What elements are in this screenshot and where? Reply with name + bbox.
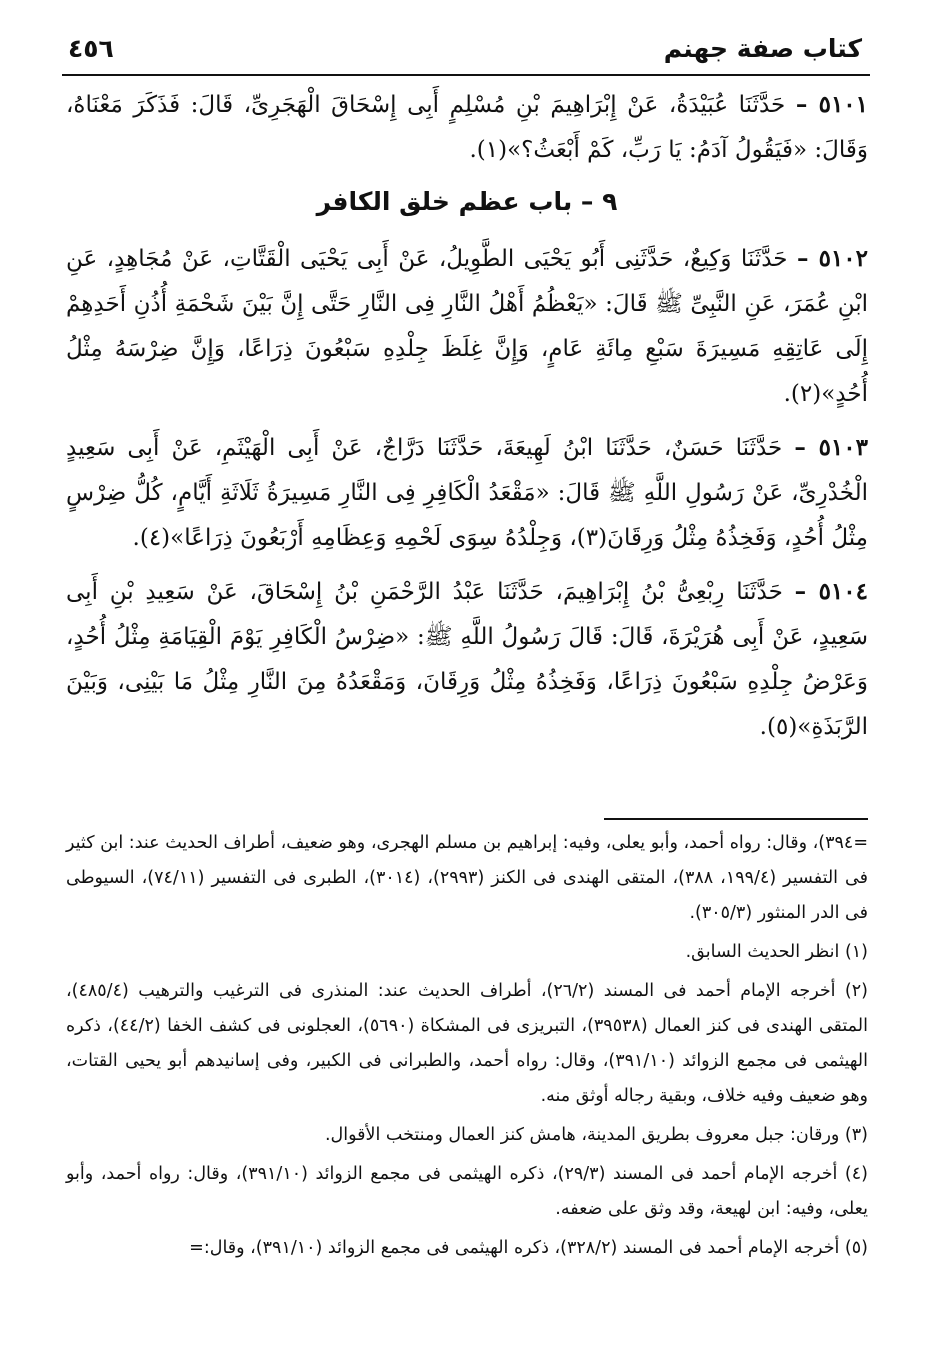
footnote-2: (٢) أخرجه الإمام أحمد فى المسند (٢٦/٢)، أطراف الحديث عند: المنذرى فى الترغيب والترهيب (٤٨٥/٤)، المتقى الهندى فى كنز العمال (٣٩٥٣٨)، التبريزى فى المشكاة (٥٦٩٠)، العجلونى فى كشف الخفا (٤٤/٢)، ذكره الهيثمى فى مجمع الزوائد (٣٩١/١٠)، وقال: رواه أحمد، والطبرانى فى الكبير، وفى إسانيدهم أبو يحيى القتات، وهو ضعيف وفيه خلاف، وبقية رجاله أوثق منه. — [66, 981, 868, 1106]
footnotes — [66, 826, 868, 1270]
header-rule — [62, 74, 870, 76]
hadith-5104 — [66, 569, 868, 750]
hadith-5101 — [66, 82, 868, 173]
hadith-number: ٥١٠١ – — [795, 91, 869, 118]
hadith-number: ٥١٠٢ – — [796, 245, 868, 272]
footnote-1: (١) انظر الحديث السابق. — [685, 942, 868, 962]
page-number: ٤٥٦ — [68, 34, 114, 63]
main-text — [66, 82, 868, 758]
footnote-5: (٥) أخرجه الإمام أحمد فى المسند (٣٢٨/٢)، ذكره الهيثمى فى مجمع الزوائد (٣٩١/١٠)، وقال:= — [189, 1238, 868, 1258]
hadith-number: ٥١٠٣ – — [794, 434, 868, 461]
footnote-rule — [604, 818, 868, 820]
hadith-text: حَدَّثَنَا رِبْعِىُّ بْنُ إِبْرَاهِيمَ، حَدَّثَنَا عَبْدُ الرَّحْمَنِ بْنُ إِسْحَاقَ، عَنْ سَعِيدِ بْنِ أَبِى سَعِيدٍ، عَنْ أَبِى هُرَيْرَةَ، قَالَ: قَالَ رَسُولُ اللَّهِ ﷺ: «ضِرْسُ الْكَافِرِ يَوْمَ الْقِيَامَةِ مِثْلُ أُحُدٍ، وَعَرْضُ جِلْدِهِ سَبْعُونَ ذِرَاعًا، وَفَخِذُهُ مِثْلُ وَرِقَانَ، وَمَقْعَدُهُ مِنَ النَّارِ مِثْلُ مَا بَيْنِى، وَبَيْنَ الرَّبَذَةِ»(٥). — [66, 579, 868, 740]
footnote-continuation: =٣٩٤)، وقال: رواه أحمد، وأبو يعلى، وفيه: إبراهيم بن مسلم الهجرى، وهو ضعيف، أطراف الحديث عند: ابن كثير فى التفسير (١٩٩/٤، ٣٨٨)، المتقى الهندى فى الكنز (٢٩٩٣)، (٣٠١٤)، الطبرى فى التفسير (٧٤/١١)، السيوطى فى الدر المنثور (٣٠٥/٣). — [66, 833, 868, 923]
chapter-heading: ٩ – باب عظم خلق الكافر — [316, 187, 618, 216]
footnote-3: (٣) ورقان: جبل معروف بطريق المدينة، هامش كنز العمال ومنتخب الأقوال. — [324, 1125, 868, 1145]
hadith-5103 — [66, 425, 868, 561]
hadith-5102 — [66, 236, 868, 417]
hadith-text: حَدَّثَنَا عُبَيْدَةُ، عَنْ إِبْرَاهِيمَ بْنِ مُسْلِمٍ أَبِى إِسْحَاقَ الْهَجَرِىِّ، قَالَ: فَذَكَرَ مَعْنَاهُ، وَقَالَ: «فَيَقُولُ آدَمُ: يَا رَبِّ، كَمْ أَبْعَثُ؟»(١). — [66, 92, 868, 163]
hadith-number: ٥١٠٤ – — [794, 578, 868, 605]
footnote-4: (٤) أخرجه الإمام أحمد فى المسند (٢٩/٣)، ذكره الهيثمى فى مجمع الزوائد (٣٩١/١٠)، وقال: رواه أحمد، وأبو يعلى، وفيه: ابن لهيعة، وقد وثق على ضعفه. — [66, 1164, 868, 1219]
hadith-text: حَدَّثَنَا وَكِيعٌ، حَدَّثَنِى أَبُو يَحْيَى الطَّوِيلُ، عَنْ أَبِى يَحْيَى الْقَتَّاتِ، عَنْ مُجَاهِدٍ، عَنِ ابْنِ عُمَرَ، عَنِ النَّبِىِّ ﷺ قَالَ: «يَعْظُمُ أَهْلُ النَّارِ فِى النَّارِ حَتَّى إِنَّ بَيْنَ شَحْمَةِ أُذُنِ أَحَدِهِمْ إِلَى عَاتِقِهِ مَسِيرَةَ سَبْعِ مِائَةِ عَامٍ، وَإِنَّ غِلَظَ جِلْدِهِ سَبْعُونَ ذِرَاعًا، وَإِنَّ ضِرْسَهُ مِثْلُ أُحُدٍ»(٢). — [66, 246, 868, 407]
running-title: كتاب صفة جهنم — [663, 34, 862, 63]
hadith-text: حَدَّثَنَا حَسَنٌ، حَدَّثَنَا ابْنُ لَهِيعَةَ، حَدَّثَنَا دَرَّاجٌ، عَنْ أَبِى الْهَيْثَمِ، عَنْ أَبِى سَعِيدٍ الْخُدْرِىِّ، عَنْ رَسُولِ اللَّهِ ﷺ قَالَ: «مَقْعَدُ الْكَافِرِ فِى النَّارِ مَسِيرَةُ ثَلَاثَةِ أَيَّامٍ، كُلُّ ضِرْسٍ مِثْلُ أُحُدٍ، وَفَخِذُهُ مِثْلُ وَرِقَانَ(٣)، وَجِلْدُهُ سِوَى لَحْمِهِ وَعِظَامِهِ أَرْبَعُونَ ذِرَاعًا»(٤). — [66, 435, 868, 551]
